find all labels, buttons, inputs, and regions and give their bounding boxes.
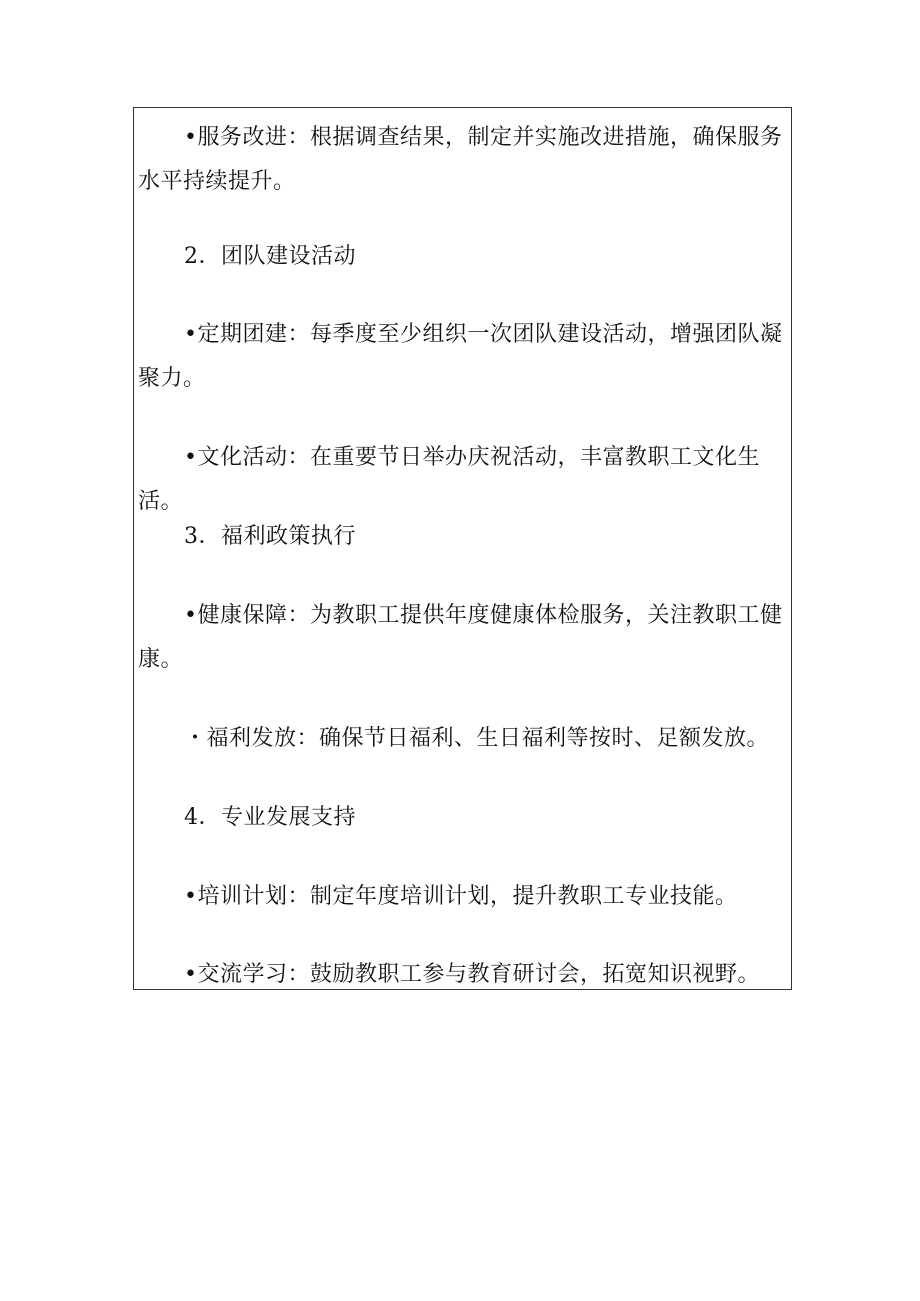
heading-team-building: 2．团队建设活动 <box>184 244 356 269</box>
paragraph-service-improvement: •服务改进：根据调查结果，制定并实施改进措施，确保服务水平持续提升。 <box>138 125 783 194</box>
content-frame <box>133 107 792 990</box>
paragraph-exchange-learning: •交流学习：鼓励教职工参与教育研讨会，拓宽知识视野。 <box>184 962 760 987</box>
paragraph-health-protection: •健康保障：为教职工提供年度健康体检服务，关注教职工健康。 <box>138 603 783 672</box>
paragraph-regular-team-building: •定期团建：每季度至少组织一次团队建设活动，增强团队凝聚力。 <box>138 322 783 391</box>
heading-professional-development: 4．专业发展支持 <box>184 805 356 830</box>
paragraph-cultural-activities: •文化活动：在重要节日举办庆祝活动，丰富教职工文化生活。 <box>138 445 760 514</box>
heading-welfare-policy: 3．福利政策执行 <box>184 524 356 549</box>
paragraph-welfare-distribution: ・福利发放：确保节日福利、生日福利等按时、足额发放。 <box>184 726 770 751</box>
paragraph-training-plan: •培训计划：制定年度培训计划，提升教职工专业技能。 <box>184 884 738 909</box>
